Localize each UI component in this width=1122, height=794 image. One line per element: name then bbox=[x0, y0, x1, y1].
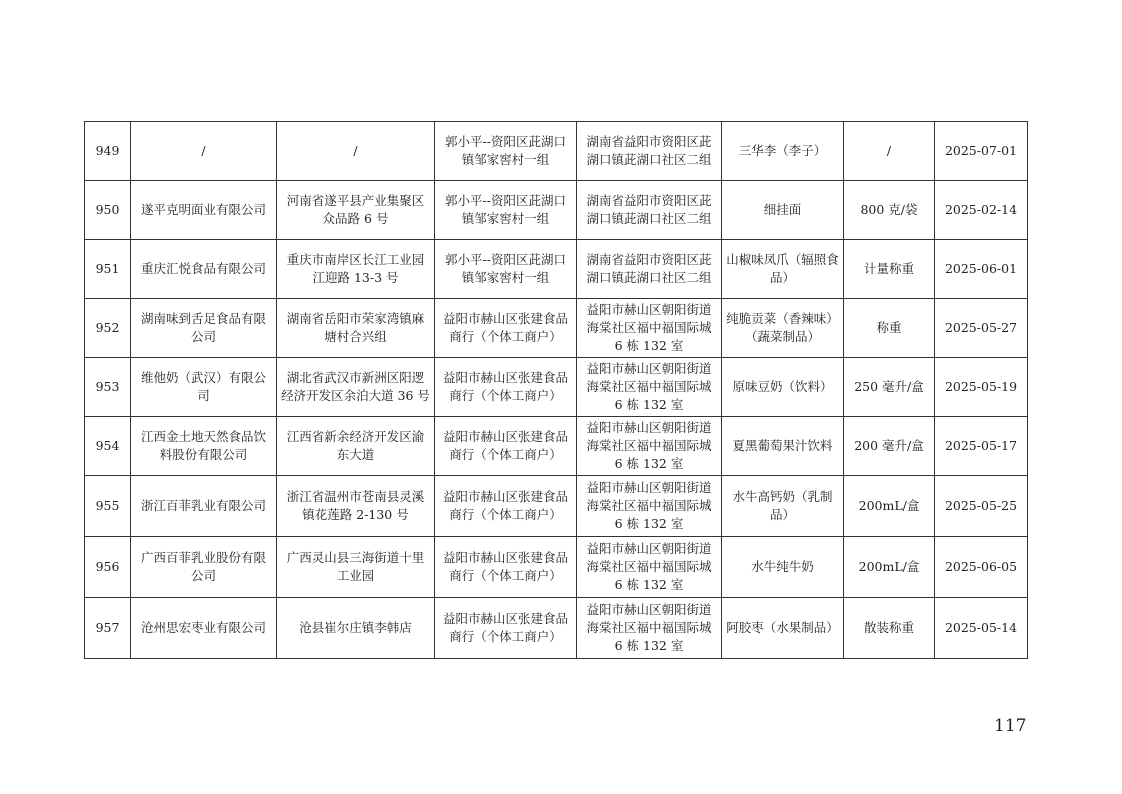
cell-product-name: 水牛纯牛奶 bbox=[722, 537, 844, 598]
cell-no: 953 bbox=[85, 358, 131, 417]
cell-production-date: 2025-06-05 bbox=[935, 537, 1028, 598]
cell-production-date: 2025-05-17 bbox=[935, 417, 1028, 476]
cell-sampled-unit-address: 益阳市赫山区朝阳街道海棠社区福中福国际城 6 栋 132 室 bbox=[577, 417, 722, 476]
cell-sampled-unit-address: 湖南省益阳市资阳区茈湖口镇茈湖口社区二组 bbox=[577, 240, 722, 299]
cell-product-name: 细挂面 bbox=[722, 181, 844, 240]
cell-sampled-unit: 郭小平--资阳区茈湖口镇邹家窖村一组 bbox=[435, 122, 577, 181]
cell-specification: 200mL/盒 bbox=[844, 476, 935, 537]
cell-production-date: 2025-05-14 bbox=[935, 598, 1028, 659]
cell-no: 957 bbox=[85, 598, 131, 659]
cell-sampled-unit: 益阳市赫山区张建食品商行（个体工商户） bbox=[435, 358, 577, 417]
cell-manufacturer-address: 沧县崔尔庄镇李韩店 bbox=[277, 598, 435, 659]
cell-manufacturer: 广西百菲乳业股份有限公司 bbox=[131, 537, 277, 598]
cell-product-name: 山椒味凤爪（辐照食品） bbox=[722, 240, 844, 299]
table-row bbox=[85, 299, 1028, 358]
cell-manufacturer-address: 江西省新余经济开发区渝东大道 bbox=[277, 417, 435, 476]
cell-sampled-unit: 益阳市赫山区张建食品商行（个体工商户） bbox=[435, 299, 577, 358]
cell-no: 954 bbox=[85, 417, 131, 476]
cell-manufacturer-address: 河南省遂平县产业集聚区众品路 6 号 bbox=[277, 181, 435, 240]
cell-sampled-unit-address: 益阳市赫山区朝阳街道海棠社区福中福国际城 6 栋 132 室 bbox=[577, 476, 722, 537]
cell-no: 955 bbox=[85, 476, 131, 537]
page-number: 117 bbox=[994, 716, 1027, 736]
cell-sampled-unit-address: 益阳市赫山区朝阳街道海棠社区福中福国际城 6 栋 132 室 bbox=[577, 598, 722, 659]
cell-manufacturer-address: 重庆市南岸区长江工业园江迎路 13-3 号 bbox=[277, 240, 435, 299]
cell-sampled-unit: 郭小平--资阳区茈湖口镇邹家窖村一组 bbox=[435, 240, 577, 299]
cell-product-name: 纯脆贡菜（香辣味）（蔬菜制品） bbox=[722, 299, 844, 358]
cell-sampled-unit-address: 湖南省益阳市资阳区茈湖口镇茈湖口社区二组 bbox=[577, 181, 722, 240]
cell-specification: 称重 bbox=[844, 299, 935, 358]
cell-manufacturer-address: 浙江省温州市苍南县灵溪镇花莲路 2-130 号 bbox=[277, 476, 435, 537]
cell-product-name: 夏黑葡萄果汁饮料 bbox=[722, 417, 844, 476]
cell-product-name: 阿胶枣（水果制品） bbox=[722, 598, 844, 659]
cell-specification: 250 毫升/盒 bbox=[844, 358, 935, 417]
cell-product-name: 水牛高钙奶（乳制品） bbox=[722, 476, 844, 537]
cell-production-date: 2025-06-01 bbox=[935, 240, 1028, 299]
cell-product-name: 原味豆奶（饮料） bbox=[722, 358, 844, 417]
cell-manufacturer: 维他奶（武汉）有限公司 bbox=[131, 358, 277, 417]
cell-production-date: 2025-07-01 bbox=[935, 122, 1028, 181]
cell-manufacturer: 遂平克明面业有限公司 bbox=[131, 181, 277, 240]
cell-sampled-unit: 益阳市赫山区张建食品商行（个体工商户） bbox=[435, 417, 577, 476]
cell-no: 956 bbox=[85, 537, 131, 598]
cell-specification: 200mL/盒 bbox=[844, 537, 935, 598]
table-row bbox=[85, 240, 1028, 299]
cell-manufacturer-address: / bbox=[277, 122, 435, 181]
cell-manufacturer: / bbox=[131, 122, 277, 181]
cell-production-date: 2025-05-19 bbox=[935, 358, 1028, 417]
cell-manufacturer: 沧州思宏枣业有限公司 bbox=[131, 598, 277, 659]
table-row bbox=[85, 598, 1028, 659]
cell-specification: / bbox=[844, 122, 935, 181]
cell-production-date: 2025-05-25 bbox=[935, 476, 1028, 537]
cell-production-date: 2025-05-27 bbox=[935, 299, 1028, 358]
cell-production-date: 2025-02-14 bbox=[935, 181, 1028, 240]
table-row bbox=[85, 537, 1028, 598]
table-row bbox=[85, 476, 1028, 537]
cell-specification: 800 克/袋 bbox=[844, 181, 935, 240]
table-body bbox=[85, 122, 1028, 659]
table-row bbox=[85, 181, 1028, 240]
cell-specification: 200 毫升/盒 bbox=[844, 417, 935, 476]
cell-sampled-unit-address: 益阳市赫山区朝阳街道海棠社区福中福国际城 6 栋 132 室 bbox=[577, 537, 722, 598]
cell-sampled-unit-address: 益阳市赫山区朝阳街道海棠社区福中福国际城 6 栋 132 室 bbox=[577, 358, 722, 417]
cell-sampled-unit-address: 益阳市赫山区朝阳街道海棠社区福中福国际城 6 栋 132 室 bbox=[577, 299, 722, 358]
table-row bbox=[85, 122, 1028, 181]
table-row bbox=[85, 417, 1028, 476]
cell-no: 952 bbox=[85, 299, 131, 358]
cell-manufacturer: 浙江百菲乳业有限公司 bbox=[131, 476, 277, 537]
cell-no: 950 bbox=[85, 181, 131, 240]
cell-sampled-unit: 郭小平--资阳区茈湖口镇邹家窖村一组 bbox=[435, 181, 577, 240]
cell-no: 951 bbox=[85, 240, 131, 299]
cell-manufacturer-address: 广西灵山县三海街道十里工业园 bbox=[277, 537, 435, 598]
cell-specification: 散装称重 bbox=[844, 598, 935, 659]
cell-sampled-unit: 益阳市赫山区张建食品商行（个体工商户） bbox=[435, 537, 577, 598]
cell-manufacturer: 湖南味到舌足食品有限公司 bbox=[131, 299, 277, 358]
table-row bbox=[85, 358, 1028, 417]
cell-manufacturer: 江西金土地天然食品饮料股份有限公司 bbox=[131, 417, 277, 476]
cell-product-name: 三华李（李子） bbox=[722, 122, 844, 181]
cell-sampled-unit-address: 湖南省益阳市资阳区茈湖口镇茈湖口社区二组 bbox=[577, 122, 722, 181]
cell-manufacturer-address: 湖南省岳阳市荣家湾镇麻塘村合兴组 bbox=[277, 299, 435, 358]
cell-manufacturer-address: 湖北省武汉市新洲区阳逻经济开发区余泊大道 36 号 bbox=[277, 358, 435, 417]
cell-specification: 计量称重 bbox=[844, 240, 935, 299]
cell-no: 949 bbox=[85, 122, 131, 181]
cell-manufacturer: 重庆汇悦食品有限公司 bbox=[131, 240, 277, 299]
sampling-results-table bbox=[84, 121, 1028, 659]
cell-sampled-unit: 益阳市赫山区张建食品商行（个体工商户） bbox=[435, 476, 577, 537]
cell-sampled-unit: 益阳市赫山区张建食品商行（个体工商户） bbox=[435, 598, 577, 659]
